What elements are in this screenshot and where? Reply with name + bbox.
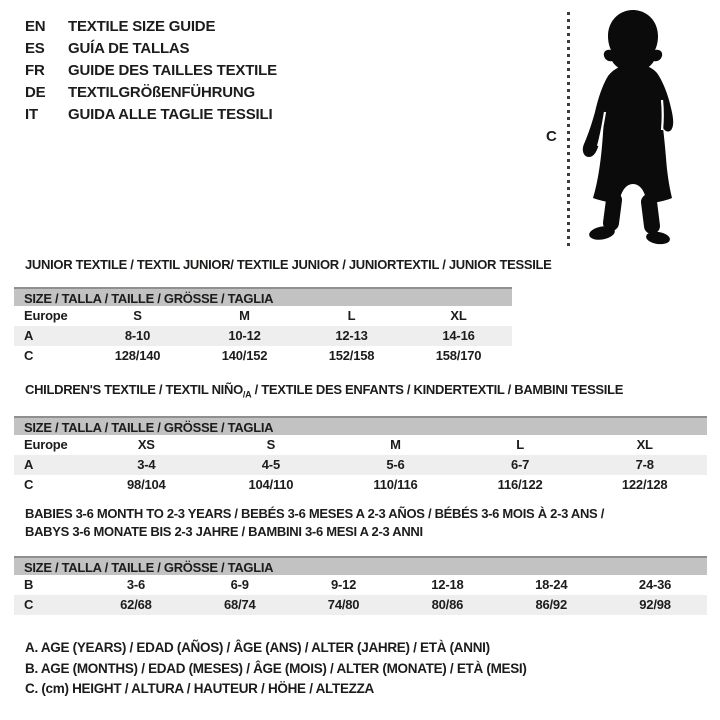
size-cell: XL [450,308,467,323]
section-title-children [25,382,623,400]
language-row [25,60,277,82]
size-cell: XS [137,437,155,452]
size-cell: 3-4 [137,457,156,472]
table-row [14,595,707,615]
size-cell: 68/74 [223,597,256,612]
row-label: C [24,597,34,612]
size-cell: 92/98 [639,597,671,612]
size-cell: 4-5 [261,457,280,472]
guide-title: TEXTILGRÖßENFÜHRUNG [68,84,256,101]
guide-title: TEXTILE SIZE GUIDE [68,18,216,35]
size-cell: 7-8 [635,457,654,472]
section-title-subscript: /A [242,389,252,400]
language-code: DE [25,84,46,101]
table-header-bar: SIZE / TALLA / TAILLE / GRÖSSE / TAGLIA [14,556,707,575]
language-row [25,82,277,104]
size-cell: M [239,308,250,323]
legend-note-c: C. (cm) HEIGHT / ALTURA / HAUTEUR / HÖHE / ALTEZZA [25,681,374,696]
table-header-bar: SIZE / TALLA / TAILLE / GRÖSSE / TAGLIA [14,416,707,435]
size-cell: 10-12 [228,328,261,343]
size-cell: 152/158 [328,348,375,363]
size-cell: 140/152 [221,348,268,363]
language-code: FR [25,62,45,79]
size-cell: 9-12 [330,577,357,592]
table-row [14,306,512,326]
section-title-text: / TEXTILE DES ENFANTS / KINDERTEXTIL / BAMBINI TESSILE [251,382,624,397]
size-cell: 80/86 [431,597,464,612]
language-code: IT [25,106,38,123]
size-cell: 12-18 [431,577,464,592]
table-row [14,326,512,346]
section-title-babies [25,505,604,541]
row-label: Europe [24,308,68,323]
size-cell: 6-7 [510,457,530,472]
toddler-silhouette-icon [578,10,688,250]
language-code: ES [25,40,45,57]
size-cell: 5-6 [386,457,405,472]
legend-note-a: A. AGE (YEARS) / EDAD (AÑOS) / ÂGE (ANS) / ALTER (JAHRE) / ETÀ (ANNI) [25,640,490,655]
size-cell: 8-10 [124,328,151,343]
table-row [14,475,707,495]
legend-note-b: B. AGE (MONTHS) / EDAD (MESES) / ÂGE (MOIS) / ALTER (MONATE) / ETÀ (MESI) [25,660,527,676]
row-label: A [24,328,34,343]
row-label: C [24,348,34,363]
size-cell: 116/122 [497,477,543,492]
size-cell: 86/92 [535,597,567,612]
size-cell: 6-9 [230,577,249,592]
size-cell: XL [636,437,653,452]
row-label: C [24,477,34,492]
size-cell: 128/140 [114,348,161,363]
size-cell: 18-24 [535,577,568,592]
size-table-babies [14,556,707,615]
size-cell: 122/128 [621,477,668,492]
size-cell: 62/68 [120,597,152,612]
guide-title: GUÍA DE TALLAS [68,40,190,57]
language-title-list [25,16,277,126]
legend-notes [25,638,527,700]
row-label: A [24,457,34,472]
size-table-children [14,416,707,495]
section-title-line: BABIES 3-6 MONTH TO 2-3 YEARS / BEBÉS 3-6 MESES A 2-3 AÑOS / BÉBÉS 3-6 MOIS À 2-3 ANS / [25,506,605,521]
size-cell: 3-6 [126,577,146,592]
section-title-text: CHILDREN'S TEXTILE / TEXTIL NIÑO [25,382,243,397]
table-row [14,435,707,455]
table-row [14,455,707,475]
language-row [25,16,277,38]
size-cell: 98/104 [127,477,166,492]
row-label: B [24,577,34,592]
table-row [14,346,512,366]
size-cell: 110/116 [373,477,418,492]
size-cell: 74/80 [327,597,360,612]
size-cell: M [390,437,401,452]
height-measure-line [567,12,570,250]
language-row [25,104,277,126]
table-header-bar: SIZE / TALLA / TAILLE / GRÖSSE / TAGLIA [14,287,512,306]
size-cell: 12-13 [335,328,368,343]
language-code: EN [25,18,46,35]
language-row [25,38,277,60]
row-label: Europe [24,437,68,452]
size-cell: 158/170 [435,348,482,363]
height-measure-label: C [546,128,557,145]
size-cell: S [266,437,276,452]
size-cell: 104/110 [248,477,294,492]
section-title-line: BABYS 3-6 MONATE BIS 2-3 JAHRE / BAMBINI 3-6 MESI A 2-3 ANNI [25,524,423,539]
size-cell: 14-16 [442,328,475,343]
guide-title: GUIDA ALLE TAGLIE TESSILI [68,106,273,123]
section-title-junior: JUNIOR TEXTILE / TEXTIL JUNIOR/ TEXTILE JUNIOR / JUNIORTEXTIL / JUNIOR TESSILE [25,257,552,272]
size-table-junior [14,287,512,366]
size-cell: L [347,308,356,323]
size-cell: S [133,308,142,323]
table-row [14,575,707,595]
guide-title: GUIDE DES TAILLES TEXTILE [68,62,277,79]
size-cell: 24-36 [638,577,672,592]
size-cell: L [516,437,524,452]
